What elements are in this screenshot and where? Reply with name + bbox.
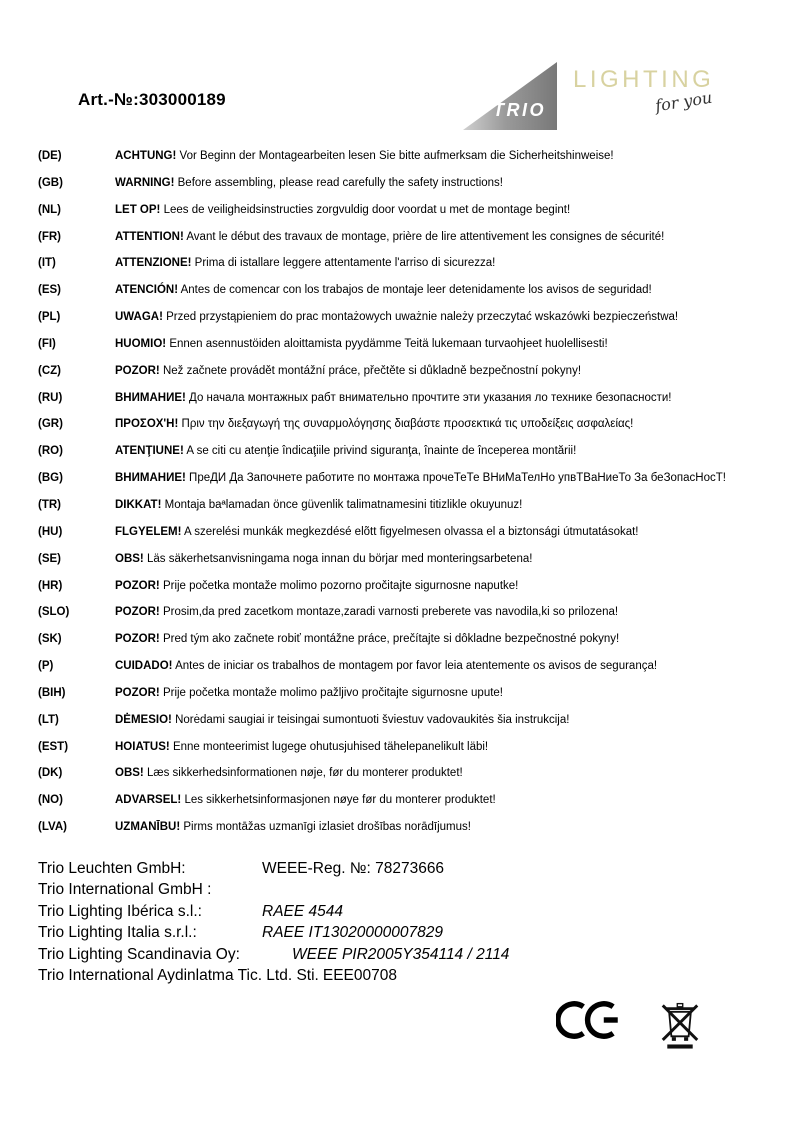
warning-row [38, 606, 788, 633]
warning-body: Lees de veiligheidsinstructies zorgvuldig door voordat u met de montage begint! [163, 203, 571, 216]
warning-word: POZOR! [115, 579, 160, 592]
warning-row [38, 660, 788, 687]
warning-body: Przed przystąpieniem do prac montażowych uważnie należy przeczytać wskazówki bezpieczeństwa! [166, 311, 679, 324]
warning-word: HOIATUS! [115, 740, 170, 753]
language-code: (IT) [38, 257, 56, 270]
warning-body: Pred tým ako začnete robiť montážne práce, prečítajte si dôkladne bezpečnostné pokyny! [162, 633, 620, 646]
warning-word: DIKKAT! [115, 498, 162, 511]
language-code: (GR) [38, 418, 63, 431]
warning-row [38, 553, 788, 580]
warning-body: Antes de iniciar os trabalhos de montagem por favor leia atentemente os avisos de segurança! [175, 660, 658, 673]
warning-word: ADVARSEL! [115, 794, 182, 807]
language-code: (BIH) [38, 686, 66, 699]
warning-word: POZOR! [115, 364, 160, 377]
warning-row [38, 150, 788, 177]
warning-row [38, 821, 788, 848]
warning-text [115, 445, 576, 458]
trio-logo [463, 58, 733, 134]
registration-number: RAEE IT13020000007829 [262, 924, 443, 942]
warning-body: Prije početka montaže molimo pažljivo pročitajte sigurnosne upute! [162, 686, 504, 699]
warning-body: Enne monteerimist lugege ohutusjuhised tähelepanelikult läbi! [172, 740, 489, 753]
compliance-icons [556, 1000, 700, 1049]
language-code: (HR) [38, 579, 63, 592]
warning-word: ATENŢIUNE! [115, 445, 184, 458]
warning-word: LET OP! [115, 203, 161, 216]
logo-script-tagline: for you [653, 87, 714, 116]
registration-number: RAEE 4544 [262, 902, 343, 920]
warning-text [115, 311, 678, 324]
warning-word: HUOMIO! [115, 337, 167, 350]
warning-text [115, 526, 639, 539]
warning-word: ATENCIÓN! [115, 284, 179, 297]
article-number: Art.-№:303000189 [78, 90, 226, 109]
warning-text [115, 741, 488, 754]
company-name: Trio International GmbH : [38, 881, 212, 899]
registration-row [38, 879, 509, 900]
warning-body: Ennen asennustöiden aloittamista pyydämme Teitä lukemaan turvaohjeet huolellisesti! [169, 337, 608, 350]
language-code: (NO) [38, 794, 63, 807]
language-code: (HU) [38, 525, 63, 538]
warning-row [38, 526, 788, 553]
language-code: (SK) [38, 633, 62, 646]
safety-warnings-list [38, 150, 788, 848]
warning-text [115, 794, 496, 807]
logo-tagline: LIGHTING [573, 66, 715, 93]
warning-text [115, 606, 618, 619]
warning-word: ACHTUNG! [115, 150, 177, 162]
language-code: (DK) [38, 767, 63, 780]
warning-word: UWAGA! [115, 311, 163, 324]
company-name: Trio Lighting Italia s.r.l.: [38, 924, 197, 942]
language-code: (EST) [38, 740, 69, 753]
warning-body: Vor Beginn der Montagearbeiten lesen Sie bitte aufmerksam die Sicherheitshinweise! [179, 150, 614, 162]
warning-word: POZOR! [115, 686, 160, 699]
warning-row [38, 311, 788, 338]
warning-row [38, 633, 788, 660]
warning-row [38, 794, 788, 821]
language-code: (PL) [38, 311, 61, 324]
registration-row [38, 922, 509, 943]
warning-body: Läs säkerhetsanvisningama noga innan du börjar med monteringsarbetena! [146, 552, 533, 565]
warning-body: Prije početka montaže molimo pozorno pročitajte sigurnosne naputke! [162, 579, 519, 592]
company-name: Trio Leuchten GmbH: [38, 860, 186, 877]
registration-number: WEEE PIR2005Y354114 / 2114 [292, 945, 510, 963]
registration-block [38, 858, 509, 986]
warning-row [38, 687, 788, 714]
registration-row [38, 901, 509, 922]
warning-body: Montaja baªlamadan önce güvenlik talimatnamesini titizlikle okuyunuz! [164, 498, 523, 511]
language-code: (LVA) [38, 821, 67, 834]
warning-text [115, 580, 518, 593]
warning-body: Antes de comencar con los trabajos de montaje leer detenidamente los avisos de seguridad! [180, 284, 652, 297]
warning-text [115, 714, 569, 727]
registration-row [38, 965, 509, 986]
warning-text [115, 231, 664, 244]
language-code: (BG) [38, 472, 63, 485]
warning-row [38, 499, 788, 526]
warning-word: ATTENZIONE! [115, 257, 192, 270]
warning-row [38, 445, 788, 472]
warning-body: Pirms montāžas uzmanīgi izlasiet drošības norādījumus! [183, 821, 471, 834]
warning-row [38, 365, 788, 392]
language-code: (RU) [38, 391, 63, 404]
registration-row [38, 944, 509, 965]
language-code: (SE) [38, 552, 61, 565]
warning-row [38, 204, 788, 231]
language-code: (GB) [38, 176, 63, 189]
warning-word: POZOR! [115, 606, 160, 619]
company-name: Trio Lighting Scandinavia Oy: [38, 945, 240, 963]
language-code: (RO) [38, 445, 63, 458]
warning-word: POZOR! [115, 633, 160, 646]
warning-text [115, 204, 570, 217]
language-code: (ES) [38, 284, 61, 297]
language-code: (FR) [38, 230, 61, 243]
warning-body: Læs sikkerhedsinformationen nøje, før du monterer produktet! [146, 767, 463, 780]
company-name: Trio Lighting Ibérica s.l.: [38, 902, 202, 920]
warning-row [38, 177, 788, 204]
warning-row [38, 580, 788, 607]
warning-body: Než začnete provádět montážní práce, přečtěte si důkladně bezpečnostní pokyny! [162, 364, 582, 377]
warning-word: DĖMESIO! [115, 713, 172, 726]
warning-word: FLGYELEM! [115, 525, 182, 538]
warning-row [38, 767, 788, 794]
language-code: (LT) [38, 713, 59, 726]
warning-body: Norėdami saugiai ir teisingai sumontuoti šviestuv vadovaukitės šia instrukcija! [175, 713, 570, 726]
warning-text [115, 767, 463, 780]
warning-word: ВНИМАНИЕ! [115, 472, 186, 485]
brand-name: TRIO [493, 100, 546, 120]
warning-body: Avant le début des travaux de montage, prière de lire attentivement les consignes de sécurité! [186, 230, 665, 243]
warning-row [38, 284, 788, 311]
warning-row [38, 714, 788, 741]
warning-text [115, 660, 657, 673]
warning-word: ВНИМАНИЕ! [115, 391, 186, 404]
warning-word: OBS! [115, 767, 144, 780]
ce-mark-icon [556, 1000, 620, 1040]
language-code: (NL) [38, 203, 61, 216]
warning-row [38, 741, 788, 768]
warning-text [115, 177, 503, 190]
registration-row [38, 858, 509, 879]
warning-word: ΠΡΟΣΟΧ'Η! [115, 418, 179, 431]
warning-word: UZMANĪBU! [115, 821, 181, 834]
warning-text [115, 821, 471, 834]
warning-body: A se citi cu atenţie îndicaţiile privind siguranţa, înainte de începerea montării! [186, 445, 577, 458]
warning-row [38, 257, 788, 284]
warning-text [115, 633, 619, 646]
warning-text [115, 418, 633, 431]
warning-word: CUIDADO! [115, 660, 173, 673]
language-code: (TR) [38, 498, 61, 511]
warning-row [38, 472, 788, 499]
registration-number: WEEE-Reg. №: 78273666 [262, 860, 445, 877]
warning-body: Les sikkerhetsinformasjonen nøye før du monterer produktet! [184, 794, 496, 807]
warning-body: A szerelési munkák megkezdésé elõtt figyelmesen olvassa el a biztonsági útmutatásokat! [184, 525, 639, 538]
warning-row [38, 392, 788, 419]
warning-text [115, 257, 495, 270]
warning-row [38, 418, 788, 445]
warning-text [115, 284, 652, 297]
warning-row [38, 338, 788, 365]
language-code: (DE) [38, 150, 62, 162]
warning-text [115, 392, 671, 405]
warning-body: До начала монтажных рабт внимательно прочтите эти указания ло технике безопасности! [189, 391, 672, 404]
warning-text [115, 365, 581, 378]
warning-word: WARNING! [115, 176, 175, 189]
registration-number: EEE00708 [322, 967, 397, 985]
warning-text [115, 472, 726, 485]
company-name: Trio International Aydinlatma Tic. Ltd. Sti. [38, 967, 319, 985]
warning-body: Prosim,da pred zacetkom montaze,zaradi varnosti preberete vas navodila,ki so prilozena! [162, 606, 619, 619]
warning-text [115, 150, 614, 163]
language-code: (P) [38, 660, 54, 673]
warning-body: Πριν την διεξαγωγή της συναρμολόγησης διαβάστε προσεκτικά τις υποδείξεις ασφαλείας! [181, 418, 634, 431]
language-code: (SLO) [38, 606, 70, 619]
warning-body: ПреДИ Да Започнете работите по монтажа прочеТеТе ВНиМаТелНо упвТВаНиеТо За беЗопасНосТ! [189, 472, 726, 485]
warning-text [115, 499, 522, 512]
warning-row [38, 231, 788, 258]
warning-text [115, 553, 532, 566]
warning-text [115, 687, 503, 700]
language-code: (CZ) [38, 364, 61, 377]
warning-word: ATTENTION! [115, 230, 184, 243]
warning-body: Prima di istallare leggere attentamente l'arriso di sicurezza! [194, 257, 496, 270]
warning-text [115, 338, 608, 351]
warning-word: OBS! [115, 552, 144, 565]
warning-body: Before assembling, please read carefully the safety instructions! [177, 176, 503, 189]
language-code: (FI) [38, 337, 56, 350]
weee-bin-icon [660, 1000, 700, 1049]
